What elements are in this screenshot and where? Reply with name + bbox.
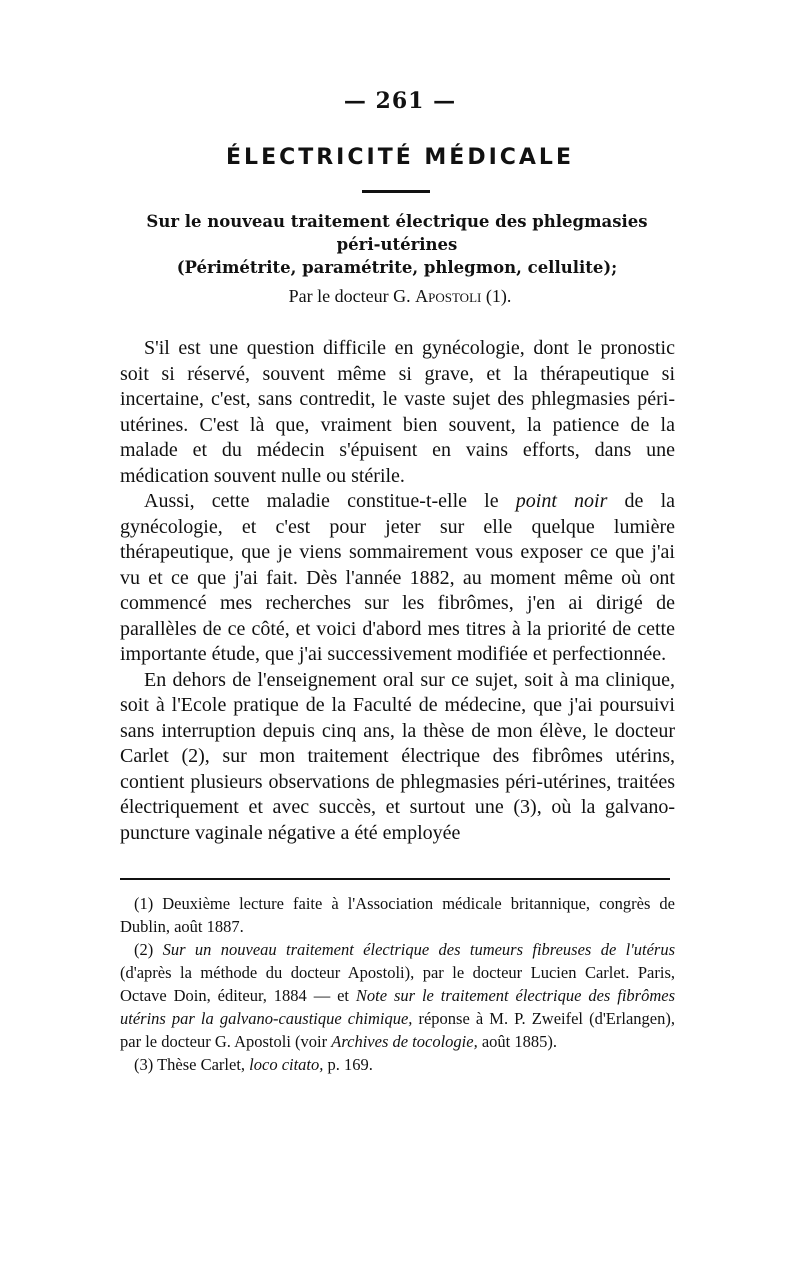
- article-title: [112, 210, 682, 279]
- author-prefix: Par le docteur G.: [288, 286, 416, 306]
- footnotes: [120, 892, 675, 1076]
- paragraph-emphasis: point noir: [515, 490, 608, 512]
- paragraph-text: de la gynécologie, et c'est pour jeter sur elle quelque lumière thérapeutique, que je viens sommairement vous exposer ce que j'ai vu et ce que j'ai fait. Dès l'année 1882, au moment même où ont commencé mes recherches sur les fibrômes, j'en ai dirigé de parallèles de ce côté, et voici d'abord mes titres à la priorité de cette importante étude, que j'ai successivement modifiée et perfectionnée.: [120, 490, 676, 665]
- paragraph-text: Aussi, cette maladie constitue-t-elle le: [144, 490, 516, 512]
- footnote-emphasis: Archives de tocologie,: [331, 1032, 478, 1051]
- author-footnote-ref: (1).: [481, 286, 512, 306]
- footnote-text: (3) Thèse Carlet,: [134, 1055, 250, 1074]
- author-line: [0, 286, 800, 307]
- paragraph: [120, 489, 675, 668]
- footnote-3: [120, 1053, 675, 1076]
- paragraph: S'il est une question difficile en gynécologie, dont le pronostic soit si réservé, souvent même si grave, et la thérapeutique si incertaine, c'est, sans contredit, le vaste sujet des phlegmasies péri-utérines. C'est là que, vraiment bien souvent, la patience de la malade et du médecin s'épuisent en vains efforts, dans une médication souvent nulle ou stérile.: [120, 337, 675, 487]
- body-text: [120, 336, 675, 846]
- title-rule: [362, 190, 430, 193]
- article-title-line: Sur le nouveau traitement électrique des phlegmasies: [146, 212, 648, 231]
- footnote-text: août 1885).: [477, 1032, 557, 1051]
- article-title-line: péri-utérines: [336, 235, 458, 254]
- article-title-line: (Périmétrite, paramétrite, phlegmon, cellulite);: [176, 258, 618, 277]
- footnote-text: p. 169.: [323, 1055, 373, 1074]
- footnote-2: [120, 938, 675, 1053]
- footnote-text: réponse à M. P. Zweifel (d'Erlangen), par le docteur G. Apostoli (voir: [120, 1009, 675, 1051]
- footnote-text: (d'après la méthode du docteur Apostoli), par le docteur Lucien Carlet. Paris, Octave Doin, éditeur, 1884 — et: [120, 963, 675, 1005]
- footnote-emphasis: Note sur le traitement électrique des fibrômes utérins par la galvano-caustique chimique,: [120, 986, 676, 1028]
- section-title: ÉLECTRICITÉ MÉDICALE: [226, 145, 574, 170]
- footnote-1: (1) Deuxième lecture faite à l'Association médicale britannique, congrès de Dublin, août 1887.: [120, 894, 675, 936]
- footnote-text: (2): [134, 940, 163, 959]
- author-name: Apostoli: [415, 286, 482, 306]
- footnote-rule: [120, 878, 670, 880]
- footnote-emphasis: loco citato,: [249, 1055, 324, 1074]
- paragraph: En dehors de l'enseignement oral sur ce sujet, soit à ma clinique, soit à l'Ecole pratique de la Faculté de médecine, que j'ai poursuivi sans interruption depuis cinq ans, la thèse de mon élève, le docteur Carlet (2), sur mon traitement électrique des fibrômes utérins, contient plusieurs observations de phlegmasies péri-utérines, traitées électriquement et avec succès, et surtout une (3), où la galvano-puncture vaginale négative a été employée: [120, 668, 675, 844]
- page-number: — 261 —: [343, 88, 457, 114]
- footnote-emphasis: Sur un nouveau traitement électrique des tumeurs fibreuses de l'utérus: [162, 940, 675, 959]
